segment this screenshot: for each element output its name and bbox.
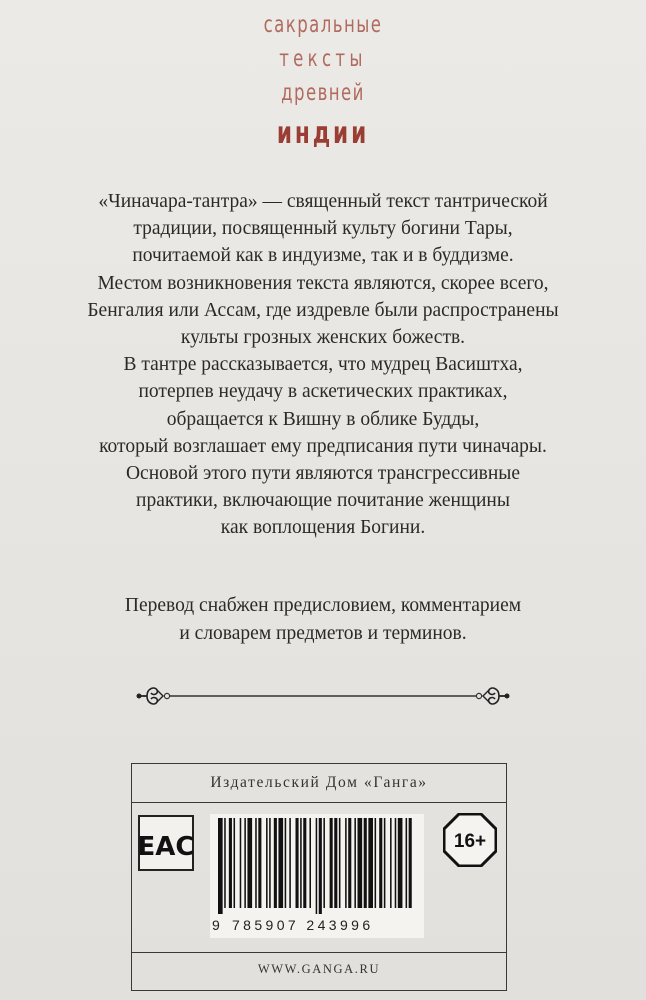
barcode-bar — [406, 818, 408, 908]
barcode-bar — [247, 818, 252, 908]
description-line: Основой этого пути являются трансгрессивные — [125, 463, 521, 485]
description-line: который возглашает ему предписания пути чиначары. — [99, 435, 547, 457]
series-line-1: сакральные — [263, 12, 383, 38]
age-rating-badge — [443, 813, 497, 867]
barcode-bar — [354, 818, 356, 908]
barcode-bar — [323, 818, 325, 908]
barcode-bar — [309, 818, 311, 908]
barcode-bar — [274, 818, 277, 908]
barcode-icon — [210, 814, 424, 914]
barcode-bar — [316, 818, 318, 914]
divider — [132, 802, 506, 803]
eac-certification-icon — [138, 815, 194, 871]
barcode-bar — [303, 818, 306, 908]
barcode-bar — [289, 818, 291, 908]
barcode-bar — [258, 818, 261, 908]
barcode-bar — [330, 818, 333, 908]
barcode-bar — [339, 818, 341, 908]
barcode-bar — [375, 818, 377, 908]
description-line: культы грозных женских божеств. — [180, 327, 466, 349]
note-line: и словарем предметов и терминов. — [179, 622, 467, 644]
barcode-bar — [285, 818, 287, 908]
barcode-bar — [278, 818, 283, 908]
description-line: Бенгалия или Ассам, где издревле были распространены — [87, 299, 559, 321]
barcode-bar — [255, 818, 257, 908]
barcode-bar — [319, 818, 322, 914]
barcode-bar — [269, 818, 271, 908]
barcode-bar — [409, 818, 412, 908]
barcode-bar — [229, 818, 232, 908]
description-line: Местом возникновения текста являются, скорее всего, — [97, 272, 549, 294]
barcode-bar — [345, 818, 347, 908]
description-text — [20, 188, 626, 542]
barcode-bar — [224, 818, 226, 908]
website-url: WWW.GANGA.RU — [257, 962, 381, 976]
description-line: В тантре рассказывается, что мудрец Васиштха, — [123, 354, 523, 376]
barcode-bar — [300, 818, 302, 908]
description-line: практики, включающие почитание женщины — [136, 490, 510, 512]
description-line: почитаемой как в индуизме, так и в буддизме. — [132, 245, 514, 267]
note-line: Перевод снабжен предисловием, комментарием — [124, 595, 522, 616]
barcode-bar — [368, 818, 373, 908]
barcode-bar — [244, 818, 246, 908]
barcode-bar — [390, 818, 392, 908]
series-title — [0, 8, 646, 156]
divider — [132, 952, 506, 953]
barcode-bar — [266, 818, 268, 908]
barcode-bar — [384, 818, 386, 908]
description-line: потерпев неудачу в аскетических практиках, — [138, 381, 508, 403]
barcode-bar — [395, 818, 397, 908]
description-line: обращается к Вишну в облике Будды, — [166, 408, 480, 430]
description-line: как воплощения Богини. — [220, 517, 426, 539]
series-line-3: древней — [281, 80, 365, 106]
description-line: «Чиначара-тантра» — священный текст тантрической — [98, 191, 548, 212]
eac-mark-text: ЕАС — [138, 832, 194, 862]
series-line-4: индии — [276, 116, 370, 151]
publisher-name: Издательский Дом «Ганга» — [210, 774, 428, 791]
barcode-bar — [234, 818, 236, 908]
barcode-bar — [218, 818, 223, 914]
barcode-bar — [334, 818, 337, 908]
series-line-2: тексты — [279, 46, 367, 72]
age-rating-text: 16+ — [453, 831, 487, 852]
barcode-bar — [364, 818, 367, 908]
barcode-bar — [379, 818, 382, 908]
barcode-bar — [358, 818, 363, 908]
ornament-divider-icon — [135, 678, 511, 714]
barcode-bar — [398, 818, 403, 908]
description-line: традиции, посвященный культу богини Тары, — [133, 218, 513, 240]
isbn-digits: 785907 243996 — [232, 917, 374, 933]
barcode-bar — [296, 818, 299, 908]
barcode-bar — [240, 818, 242, 908]
translation-note — [20, 592, 626, 647]
isbn-first-digit: 9 — [212, 917, 224, 933]
barcode-bar — [348, 818, 351, 908]
imprint-box — [131, 763, 507, 991]
